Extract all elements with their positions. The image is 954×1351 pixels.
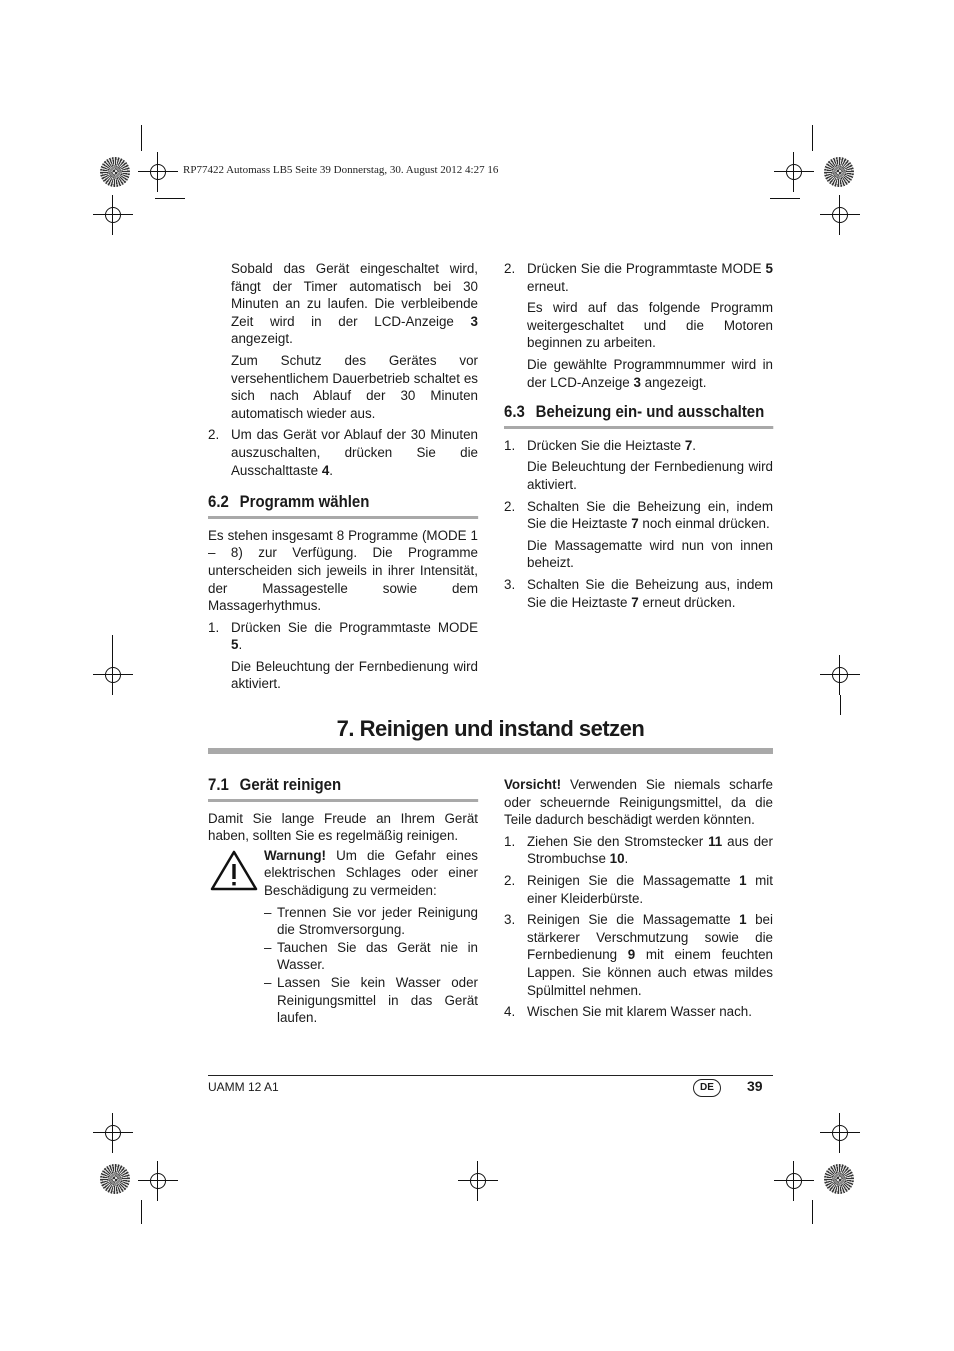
right-column-top (504, 260, 773, 615)
list-item: 2. Drücken Sie die Programmtaste MODE 5 erneut. (504, 261, 773, 294)
registration-sun-bottom-left (100, 1164, 130, 1194)
crosshair-mark (93, 195, 133, 235)
paragraph: Die Beleuchtung der Fernbedienung wird aktiviert. (231, 658, 478, 692)
crosshair-mark (774, 152, 814, 192)
crop-line (112, 635, 113, 655)
crosshair-mark (458, 1161, 498, 1201)
crop-line (155, 198, 185, 199)
warning-triangle-icon (210, 849, 258, 891)
registration-sun-top-right (824, 157, 854, 187)
crop-line (141, 125, 142, 151)
list-item: 3. Reinigen Sie die Massagematte 1 bei stärkerer Verschmutzung sowie die Fernbedienung 9 mit einem feuchten Lappen. Sie können auch etwas mildes Spülmittel nehmen. (504, 912, 773, 998)
paragraph: Die gewählte Programmnummer wird in der LCD-Anzeige 3 angezeigt. (527, 356, 773, 390)
paragraph: Damit Sie lange Freude an Ihrem Gerät haben, sollten Sie es regelmäßig reinigen. (208, 810, 478, 844)
list-item: 1. Drücken Sie die Programmtaste MODE 5. (208, 619, 478, 653)
left-column-bottom (208, 776, 478, 1027)
crosshair-mark (138, 1161, 178, 1201)
chapter-heading: 7. Reinigen und instand setzen (336, 716, 645, 741)
section-heading-7-1: 7.1 Gerät reinigen (208, 776, 478, 802)
list-item: 1. Drücken Sie die Heiztaste 7. (504, 437, 696, 453)
section-heading-6-3: 6.3 Beheizung ein- und ausschalten (504, 403, 773, 429)
footer-rule (208, 1075, 773, 1076)
list-item: – Trennen Sie vor jeder Reinigung die Stromversorgung. (264, 904, 478, 938)
crosshair-mark (774, 1161, 814, 1201)
crosshair-mark (820, 195, 860, 235)
crosshair-mark (138, 152, 178, 192)
crop-line (812, 125, 813, 151)
page-number: 39 (747, 1078, 763, 1094)
print-slug: RP77422 Automass LB5 Seite 39 Donnerstag, 30. August 2012 4:27 16 (183, 164, 499, 176)
list-item: – Lassen Sie kein Wasser oder Reinigungsmittel in das Gerät laufen. (264, 974, 478, 1026)
warning-text: Warnung! Um die Gefahr eines elektrischen Schlages oder einer Beschädigung zu vermeiden: (264, 847, 478, 898)
list-item: 2. Reinigen Sie die Massagematte 1 mit einer Kleiderbürste. (504, 872, 773, 906)
paragraph: Es stehen insgesamt 8 Programme (MODE 1 – 8) zur Verfügung. Die Programme unterscheiden sich jeweils in ihrer Intensität, der Massagestelle sowie dem Massagerhythmus. (208, 527, 478, 614)
right-column-bottom (504, 776, 773, 1025)
left-column-top (208, 260, 478, 697)
list-item: 4. Wischen Sie mit klarem Wasser nach. (504, 1004, 752, 1020)
crop-line (770, 198, 800, 199)
language-badge: DE (693, 1079, 721, 1097)
paragraph: Zum Schutz des Gerätes vor versehentlichem Dauerbetrieb schaltet es sich nach Ablauf der 30 Minuten automatisch wieder aus. (231, 352, 478, 421)
crop-line (141, 1200, 142, 1224)
paragraph: Die Beleuchtung der Fernbedienung wird aktiviert. (527, 459, 773, 492)
chapter-rule (208, 748, 773, 754)
paragraph: Es wird auf das folgende Programm weitergeschaltet und die Motoren beginnen zu arbeiten. (527, 300, 773, 351)
paragraph: Sobald das Gerät eingeschaltet wird, fängt der Timer automatisch bei 30 Minuten an zu laufen. Die verbleibende Zeit wird in der LCD-Anzeige 3 angezeigt. (231, 261, 478, 347)
crosshair-mark (820, 1113, 860, 1153)
footer-model: UAMM 12 A1 (208, 1080, 279, 1094)
registration-sun-top-left (100, 157, 130, 187)
list-item: – Tauchen Sie das Gerät nie in Wasser. (264, 939, 478, 973)
registration-sun-bottom-right (824, 1164, 854, 1194)
list-item: 2. Schalten Sie die Beheizung ein, indem Sie die Heiztaste 7 noch einmal drücken. (504, 498, 773, 532)
crosshair-mark (93, 1113, 133, 1153)
caution-text: Vorsicht! Verwenden Sie niemals scharfe oder scheuernde Reinigungsmittel, da die Teile dadurch beschädigt werden könnten. (504, 777, 773, 828)
crop-line (840, 695, 841, 715)
crop-line (812, 1200, 813, 1224)
paragraph: Die Massagematte wird nun von innen beheizt. (527, 537, 773, 571)
crosshair-mark (820, 655, 860, 695)
crosshair-mark (93, 655, 133, 695)
list-item: 3. Schalten Sie die Beheizung aus, indem Sie die Heiztaste 7 erneut drücken. (504, 576, 773, 610)
section-heading-6-2: 6.2 Programm wählen (208, 493, 478, 519)
list-item: 1. Ziehen Sie den Stromstecker 11 aus der Strombuchse 10. (504, 833, 773, 867)
list-item: 2. Um das Gerät vor Ablauf der 30 Minuten auszuschalten, drücken Sie die Ausschalttaste 4. (208, 427, 478, 478)
